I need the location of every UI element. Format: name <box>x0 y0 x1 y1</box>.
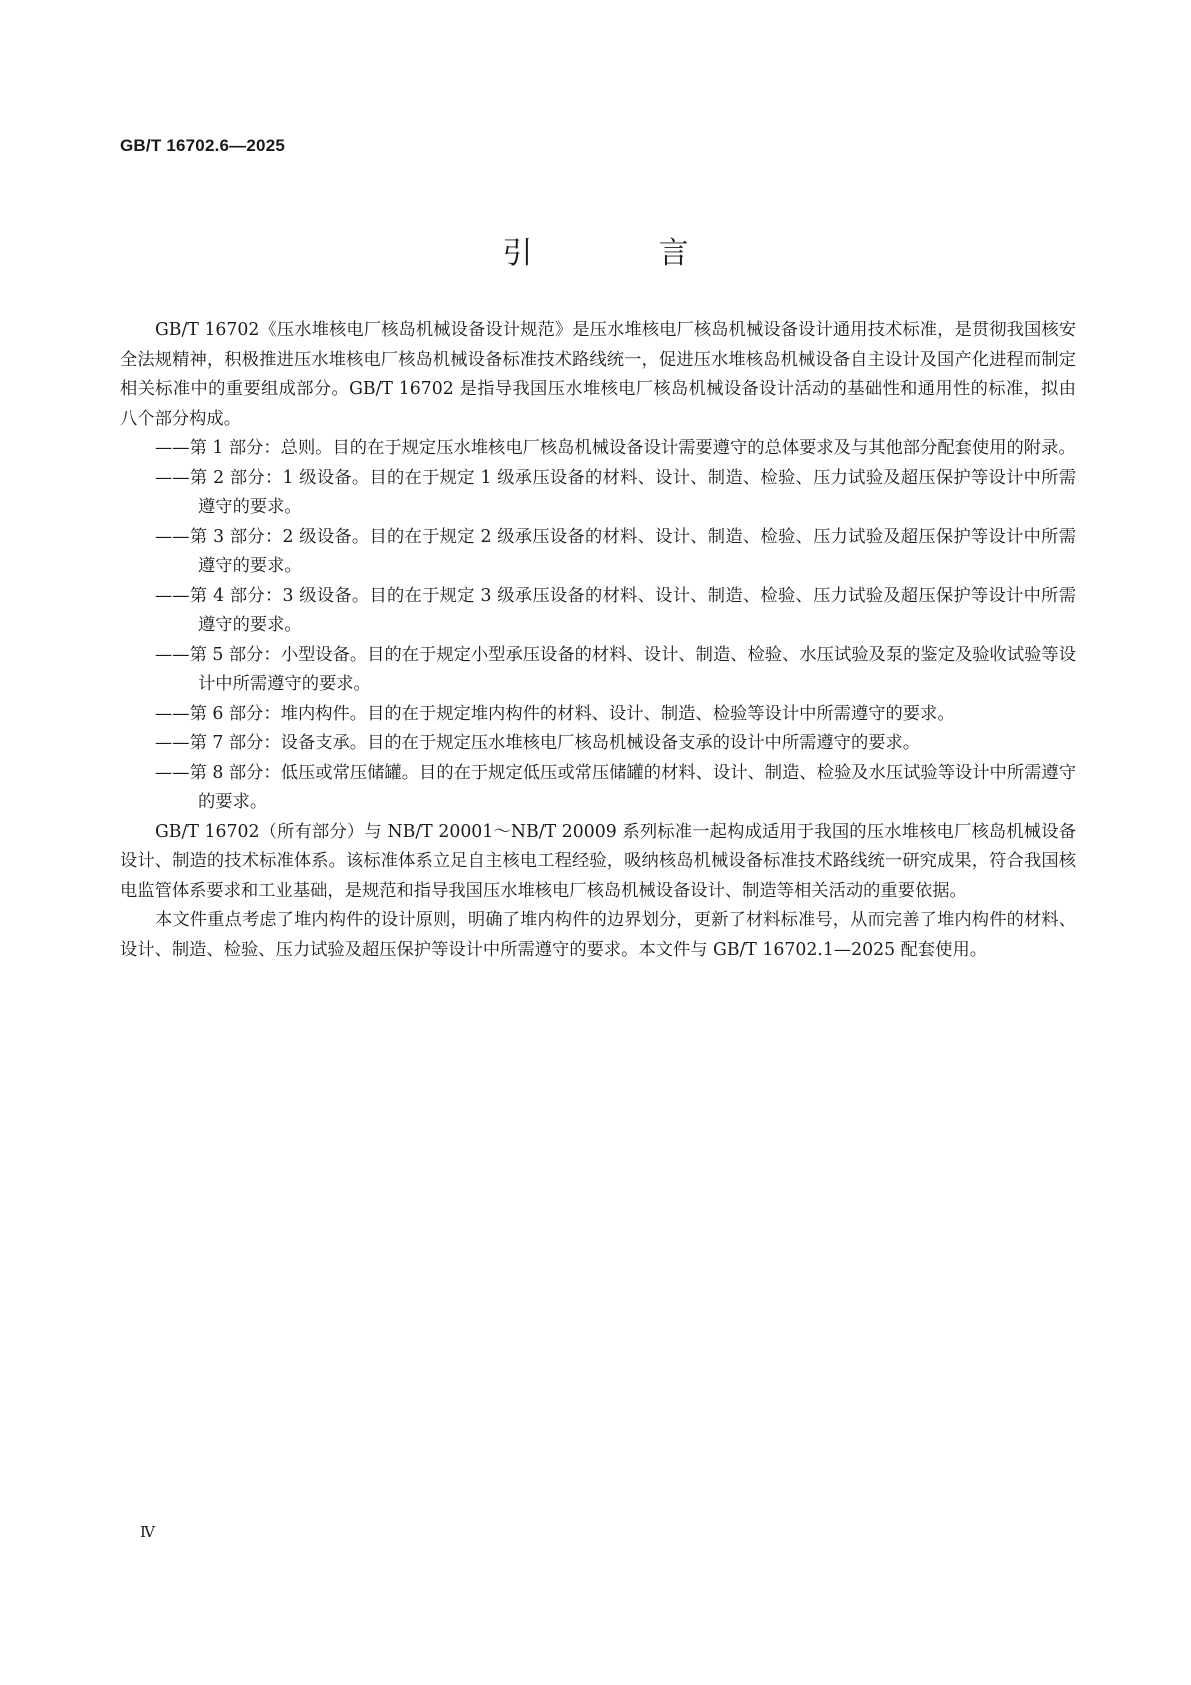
list-item-part-4: ——第 4 部分：3 级设备。目的在于规定 3 级承压设备的材料、设计、制造、检验、压力试验及超压保护等设计中所需遵守的要求。 <box>155 585 1076 635</box>
focus-paragraph: 本文件重点考虑了堆内构件的设计原则，明确了堆内构件的边界划分，更新了材料标准号，从而完善了堆内构件的材料、设计、制造、检验、压力试验及超压保护等设计中所需遵守的要求。本文件与 GB/T 16702.1—2025 配套使用。 <box>120 910 1076 960</box>
page-number: Ⅳ <box>140 1523 155 1541</box>
list-item-part-6: ——第 6 部分：堆内构件。目的在于规定堆内构件的材料、设计、制造、检验等设计中所需遵守的要求。 <box>155 703 955 724</box>
standard-system-paragraph: GB/T 16702（所有部分）与 NB/T 20001～NB/T 20009 系列标准一起构成适用于我国的压水堆核电厂核岛机械设备设计、制造的技术标准体系。该标准体系立足自主核电工程经验，吸纳核岛机械设备标准技术路线统一研究成果，符合我国核电监管体系要求和工业基础，是规范和指导我国压水堆核电厂核岛机械设备设计、制造等相关活动的重要依据。 <box>120 821 1076 901</box>
standard-code: GB/T 16702.6—2025 <box>120 136 285 155</box>
list-item-part-2: ——第 2 部分：1 级设备。目的在于规定 1 级承压设备的材料、设计、制造、检验、压力试验及超压保护等设计中所需遵守的要求。 <box>155 467 1076 517</box>
list-item-part-3: ——第 3 部分：2 级设备。目的在于规定 2 级承压设备的材料、设计、制造、检验、压力试验及超压保护等设计中所需遵守的要求。 <box>155 526 1076 576</box>
parts-list <box>120 434 1076 818</box>
list-item-part-8: ——第 8 部分：低压或常压储罐。目的在于规定低压或常压储罐的材料、设计、制造、检验及水压试验等设计中所需遵守的要求。 <box>155 762 1076 812</box>
list-item-part-5: ——第 5 部分：小型设备。目的在于规定小型承压设备的材料、设计、制造、检验、水压试验及泵的鉴定及验收试验等设计中所需遵守的要求。 <box>155 644 1076 694</box>
intro-paragraph: GB/T 16702《压水堆核电厂核岛机械设备设计规范》是压水堆核电厂核岛机械设备设计通用技术标准，是贯彻我国核安全法规精神，积极推进压水堆核电厂核岛机械设备标准技术路线统一，促进压水堆核岛机械设备自主设计及国产化进程而制定相关标准中的重要组成部分。GB/T 16702 是指导我国压水堆核电厂核岛机械设备设计活动的基础性和通用性的标准，拟由八个部分构成。 <box>120 320 1076 429</box>
document-body <box>120 316 1076 965</box>
list-item-part-1: ——第 1 部分：总则。目的在于规定压水堆核电厂核岛机械设备设计需要遵守的总体要求及与其他部分配套使用的附录。 <box>155 438 1076 458</box>
list-item-part-7: ——第 7 部分：设备支承。目的在于规定压水堆核电厂核岛机械设备支承的设计中所需遵守的要求。 <box>155 733 921 753</box>
page-title: 引 言 <box>502 236 737 271</box>
